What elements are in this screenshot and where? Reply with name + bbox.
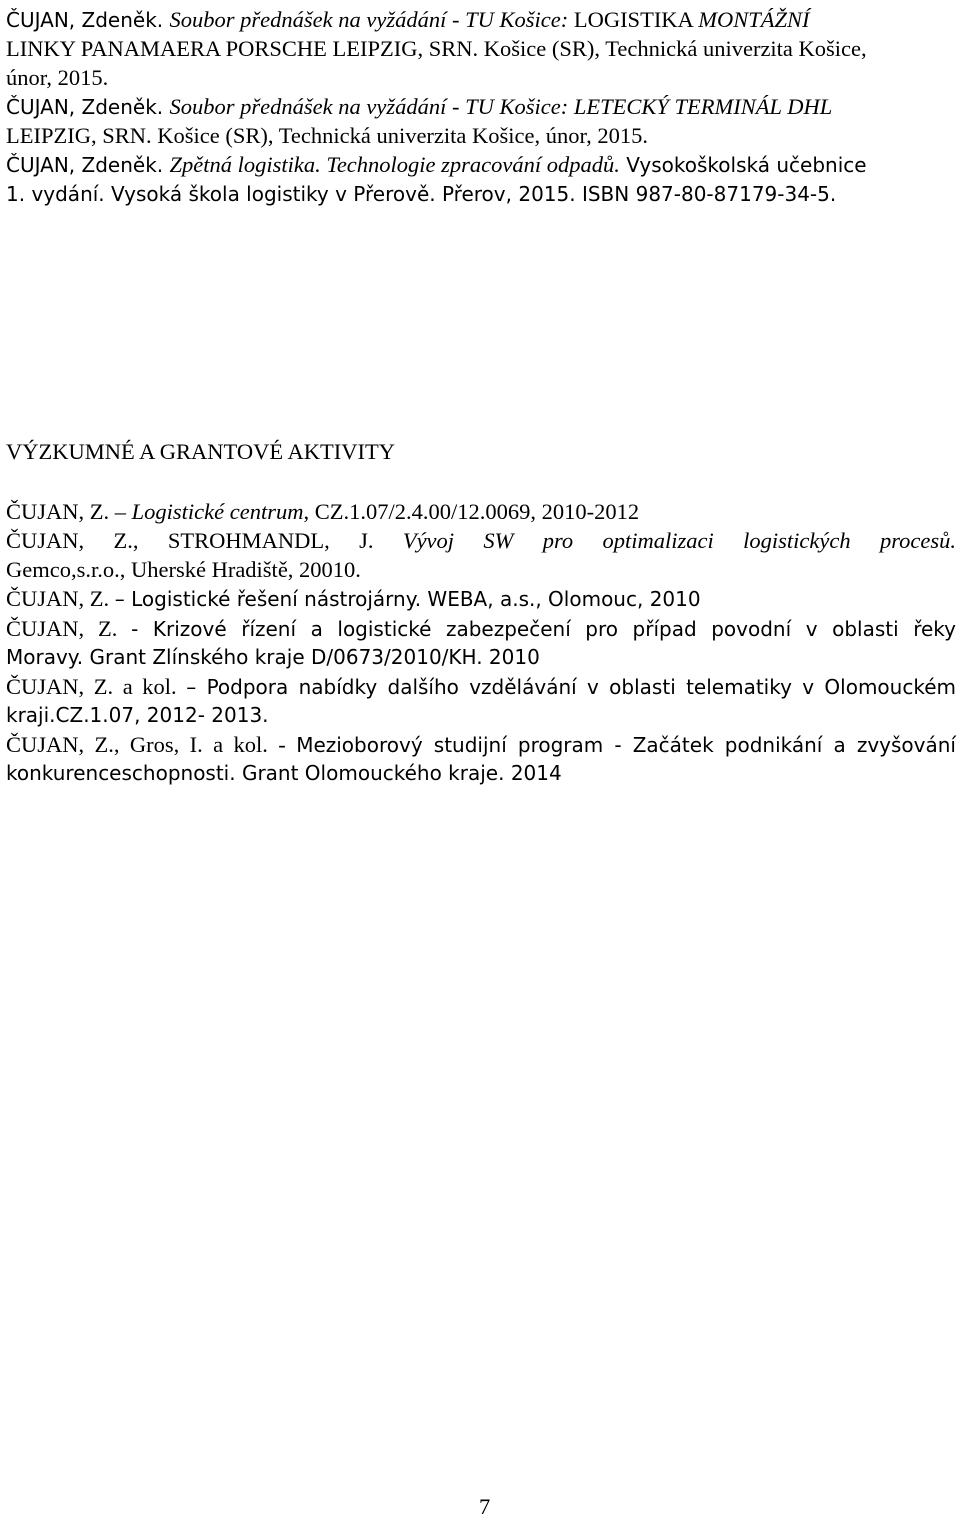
grant-details: Gemco,s.r.o., Uherské Hradiště, 20010. xyxy=(6,557,361,582)
grant-author: ČUJAN, Z. a kol. xyxy=(6,674,187,699)
grant-5-line-1 xyxy=(6,672,956,702)
grant-4-line-1 xyxy=(6,614,956,644)
grant-1 xyxy=(6,497,639,526)
grant-author: ČUJAN, Z. xyxy=(6,586,115,611)
publication-text: únor, 2015. xyxy=(6,65,109,90)
author: ČUJAN, Zdeněk. xyxy=(6,8,170,32)
publication-1-line-1 xyxy=(6,5,809,35)
grant-details: , CZ.1.07/2.4.00/12.0069, 2010-2012 xyxy=(303,499,640,524)
publication-title-caps-italic: MONTÁŽNÍ xyxy=(698,7,810,32)
publication-title: Zpětná logistika. Technologie zpracování odpadů. xyxy=(169,152,620,177)
publication-1-line-2 xyxy=(6,34,867,63)
grant-title: Vývoj SW pro optimalizaci logistických procesů. xyxy=(402,528,956,553)
grant-3 xyxy=(6,584,701,614)
grant-2-line-1 xyxy=(6,526,956,555)
publication-title: Soubor přednášek na vyžádání - TU Košice: LETECKÝ TERMINÁL DHL xyxy=(169,94,833,119)
grant-6-line-1 xyxy=(6,730,956,760)
grant-title: - Krizové řízení a logistické zabezpečení pro případ povodní v oblasti řeky xyxy=(131,617,956,641)
grant-2-line-2 xyxy=(6,555,361,584)
grant-details: Moravy. Grant Zlínského kraje D/0673/2010/KH. 2010 xyxy=(6,645,540,669)
publication-text: Košice (SR), Technická univerzita Košice, únor, 2015. xyxy=(157,123,648,148)
grant-title: – Logistické řešení nástrojárny. WEBA, a.s., Olomouc, 2010 xyxy=(114,587,701,611)
publication-text: LINKY PANAMAERA PORSCHE LEIPZIG, SRN. Košice (SR), Technická univerzita Košice, xyxy=(6,36,867,61)
page-number: 7 xyxy=(479,1494,491,1519)
grant-author: ČUJAN, Z., Gros, I. a kol. - xyxy=(6,732,297,757)
grant-title: Logistické centrum xyxy=(131,499,304,524)
publication-3-line-1 xyxy=(6,150,867,180)
grant-5-line-2 xyxy=(6,701,269,730)
publication-2-line-2 xyxy=(6,121,648,150)
publication-title-caps: LOGISTIKA xyxy=(573,7,699,32)
grant-details: kraji.CZ.1.07, 2012- 2013. xyxy=(6,703,269,727)
author: ČUJAN, Zdeněk. xyxy=(6,95,170,119)
grant-4-line-2 xyxy=(6,643,540,672)
publication-title: Soubor přednášek na vyžádání - TU Košice: xyxy=(169,7,574,32)
publication-text: 1. vydání. Vysoká škola logistiky v Přerově. Přerov, 2015. ISBN 987-80-87179-34-5. xyxy=(6,182,837,206)
publication-text: LEIPZIG, SRN. xyxy=(6,123,158,148)
grant-title: – Podpora nabídky dalšího vzdělávání v oblasti telematiky v Olomouckém xyxy=(186,675,956,699)
grant-author: ČUJAN, Z., STROHMANDL, J. xyxy=(6,528,403,553)
grant-6-line-2 xyxy=(6,759,562,788)
section-heading: VÝZKUMNÉ A GRANTOVÉ AKTIVITY xyxy=(6,439,395,464)
publication-3-line-2 xyxy=(6,180,836,209)
grant-details: konkurenceschopnosti. Grant Olomouckého kraje. 2014 xyxy=(6,761,562,785)
grant-author: ČUJAN, Z. – xyxy=(6,499,132,524)
author: ČUJAN, Zdeněk. xyxy=(6,153,170,177)
publication-text: Vysokoškolská učebnice xyxy=(619,153,867,177)
grant-author: ČUJAN, Z. xyxy=(6,616,132,641)
grant-title: Mezioborový studijní program - Začátek podnikání a zvyšování xyxy=(296,733,956,757)
publication-2-line-1 xyxy=(6,92,832,122)
publication-1-line-3 xyxy=(6,63,108,92)
